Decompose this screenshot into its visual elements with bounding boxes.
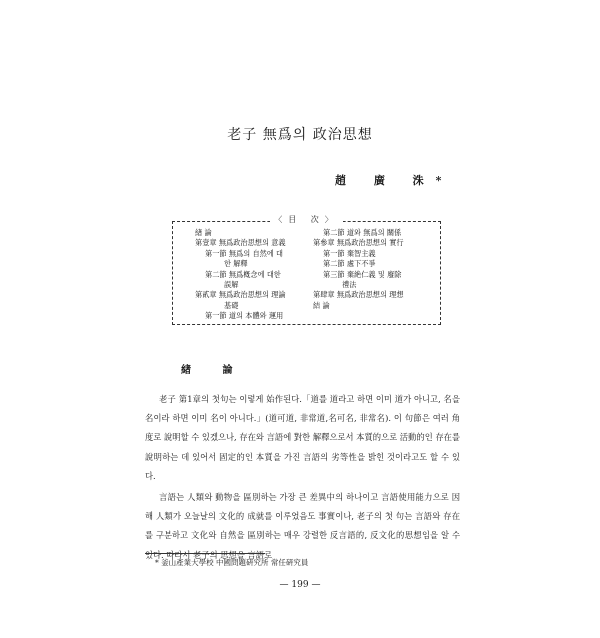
page-number: — 199 — xyxy=(279,580,321,590)
toc-item: 한 解釋 xyxy=(224,259,248,269)
toc-item: 第二節 道와 無爲의 關係 xyxy=(323,228,402,237)
toc-item: 結 論 xyxy=(313,300,330,310)
toc-item: 第壹章 無爲政治思想의 意義 xyxy=(195,238,286,248)
toc-item: 第貳章 無爲政治思想의 理論 xyxy=(195,290,286,300)
paper-title: 老子 無爲의 政治思想 xyxy=(227,127,373,143)
paragraph: 老子 第1章의 첫句는 이렇게 始作된다.「道를 道라고 하면 이미 道가 아니고, 名을 名이라 하면 이미 名이 아니다.」(道可道, 非常道,名可名, 非常名). 이 句節은 여러 角度로 說明할 수 있겠으나, 存在와 言語에 對한 解釋으로서 本質的으로 活動的인 存在를 說明하는 데 있어서 固定的인 本質을 가진 言語의 劣等性을 밝힌 것이라고도 할 수 있다. xyxy=(145,394,460,481)
toc-heading-label: 〈目 次〉 xyxy=(270,215,343,224)
footnote-rule xyxy=(145,553,265,554)
toc-item: 基礎 xyxy=(224,300,239,310)
toc-item: 第一節 道의 本體와 運用 xyxy=(205,311,284,321)
toc-item: 緖 論 xyxy=(195,228,212,237)
toc-item: 誤解 xyxy=(224,280,239,290)
toc-left-column xyxy=(195,228,313,322)
toc-item: 禮法 xyxy=(342,280,357,290)
toc-item: 第三節 棄絶仁義 및 廢除 xyxy=(323,269,402,279)
section-title: 緖 論 xyxy=(181,365,247,376)
toc-item: 第一節 棄智主義 xyxy=(323,248,376,258)
author-name: 趙 廣 洙* xyxy=(335,174,454,187)
footnote: * 釜山產業大學校 中國問題硏究所 常任硏究員 xyxy=(155,558,309,567)
paragraph: 言語는 人類와 動物을 區別하는 가장 큰 差異中의 하나이고 言語使用能力으로 因해 人類가 오늘날의 文化的 成就를 이루었음도 事實이나, 老子의 첫 句는 言語와 存在를 구분하고 文化와 自然을 區別하는 매우 강렬한 反言語的, 反文化的思想임을 알 수 있다. 따라서 老子의 思想을 言語로 xyxy=(145,492,460,560)
toc-right-column xyxy=(313,228,437,311)
toc-item: 第二節 處下不爭 xyxy=(323,259,376,269)
toc-item: 第一節 無爲의 自然에 대 xyxy=(205,248,283,258)
table-of-contents xyxy=(172,215,441,325)
body-text xyxy=(145,390,460,565)
toc-item: 第二節 無爲槪念에 대한 xyxy=(205,269,281,279)
toc-heading xyxy=(173,214,440,225)
toc-item: 第參章 無爲政治思想의 實行 xyxy=(313,238,404,248)
toc-item: 第肆章 無爲政治思想의 理想 xyxy=(313,290,404,300)
